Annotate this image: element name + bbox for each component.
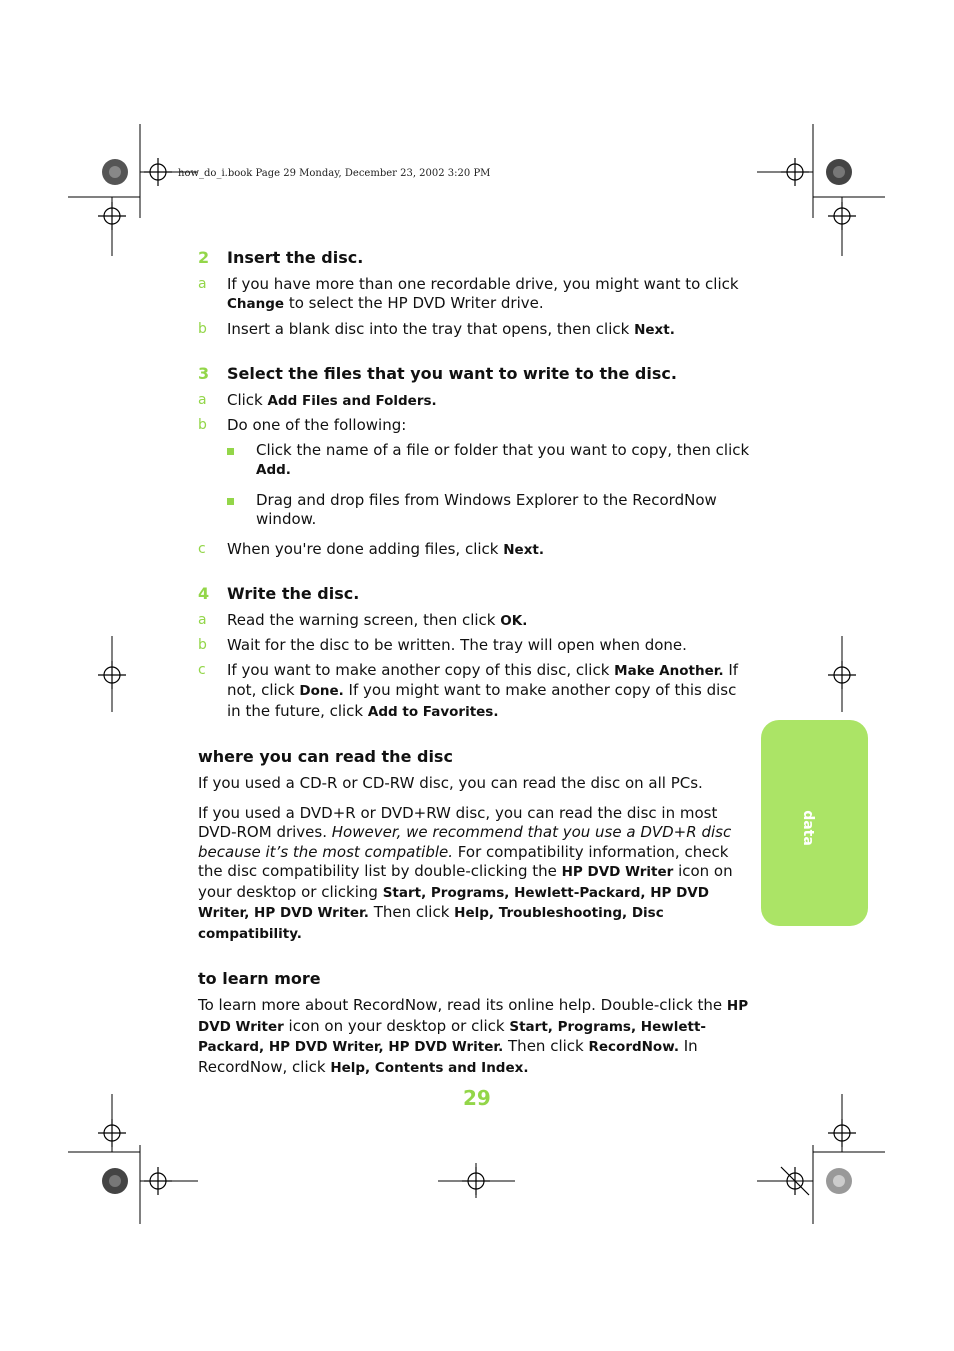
text: Insert a blank disc into the tray that opens, then click: [227, 319, 635, 338]
text: Click the name of a file or folder that you want to copy, then click: [256, 440, 750, 459]
emphasis: However, we recommend that you use a DVD+R disc because it’s the most compatible.: [198, 823, 732, 861]
step-heading: [198, 248, 754, 269]
step-4: [198, 584, 754, 722]
text: If you might want to make another copy of this disc in the future, click: [227, 681, 737, 720]
substep-letter: a: [198, 611, 207, 628]
text: Then click: [368, 903, 455, 921]
text: If not, click: [227, 660, 739, 699]
text: Click: [227, 390, 268, 409]
page-content: [198, 248, 754, 1102]
substep: [198, 391, 754, 412]
step-number: 4: [198, 584, 210, 603]
section-heading: where you can read the disc: [198, 747, 453, 766]
step-title: Insert the disc.: [227, 248, 364, 267]
ui-label: OK.: [500, 612, 528, 629]
bullet-square-icon: [227, 498, 234, 505]
bullet-square-icon: [227, 448, 234, 455]
paragraph: If you used a CD-R or CD-RW disc, you can read the disc on all PCs.: [198, 774, 703, 792]
step-heading: [198, 364, 754, 385]
ui-label: RecordNow.: [588, 1039, 679, 1055]
substep-letter: b: [198, 637, 207, 653]
step-3: [198, 364, 754, 560]
text: In RecordNow, click: [198, 1037, 698, 1076]
step-heading: [198, 584, 754, 605]
text: to select the HP DVD Writer drive.: [284, 294, 544, 312]
text: To learn more about RecordNow, read its online help. Double-click the: [198, 996, 727, 1014]
header-file-info: how_do_i.book Page 29 Monday, December 23, 2002 3:20 PM: [178, 168, 491, 179]
ui-label: Help, Contents and Index.: [330, 1059, 529, 1076]
substep: [198, 661, 754, 723]
step-number: 3: [198, 364, 210, 383]
ui-label: HP DVD Writer: [561, 864, 674, 880]
substep-letter: c: [198, 540, 206, 557]
ui-label: Add to Favorites.: [367, 703, 499, 720]
side-tab-label: data: [799, 810, 816, 846]
step-2: [198, 248, 754, 340]
text: icon on your desktop or clicking: [198, 862, 733, 901]
paragraph: [198, 996, 754, 1078]
substep: [198, 275, 754, 315]
ui-label: Change: [227, 296, 285, 312]
step-title: Select the files that you want to write to the disc.: [227, 364, 677, 383]
text: Wait for the disc to be written. The tray will open when done.: [227, 636, 687, 654]
substep-letter: a: [198, 391, 207, 408]
ui-label: Make Another.: [614, 662, 724, 679]
learn-section: [198, 968, 754, 1078]
substep: [198, 636, 754, 656]
substep-letter: b: [198, 320, 207, 337]
step-number: 2: [198, 248, 210, 267]
substep: [198, 416, 754, 436]
ui-label: Add.: [256, 462, 291, 478]
ui-label: Help, Troubleshooting, Disc compatibility.: [198, 905, 664, 942]
section-heading: to learn more: [198, 969, 321, 988]
ui-label: Next.: [634, 321, 675, 338]
text: icon on your desktop or click: [283, 1016, 510, 1035]
text: Drag and drop files from Windows Explorer to the RecordNow window.: [256, 490, 717, 528]
substep: [198, 540, 754, 561]
text: If you used a DVD+R or DVD+RW disc, you can read the disc in most DVD-ROM drives.: [198, 803, 718, 841]
bullet-item: [198, 491, 754, 530]
text: When you're done adding files, click: [227, 539, 504, 558]
bullet-item: [198, 441, 754, 481]
substep-letter: b: [198, 417, 207, 433]
substep: [198, 611, 754, 632]
text: Then click: [503, 1037, 589, 1055]
substep: [198, 320, 754, 341]
ui-label: Add Files and Folders.: [267, 392, 437, 409]
ui-label: Done.: [299, 683, 344, 699]
ui-label: Start, Programs, Hewlett-Packard, HP DVD Writer, HP DVD Writer.: [198, 884, 709, 921]
ui-label: HP DVD Writer: [198, 998, 749, 1035]
text: If you want to make another copy of this disc, click: [227, 660, 615, 679]
substep-letter: a: [198, 275, 207, 292]
text: Do one of the following:: [227, 416, 407, 434]
ui-label: Next.: [503, 541, 544, 558]
text: For compatibility information, check the disc compatibility list by double-clicking the: [198, 842, 729, 880]
where-section: [198, 746, 754, 944]
text: If you have more than one recordable drive, you might want to click: [227, 274, 739, 293]
text: Read the warning screen, then click: [227, 610, 501, 629]
substep-letter: c: [198, 661, 206, 678]
ui-label: Start, Programs, Hewlett-Packard, HP DVD Writer, HP DVD Writer.: [198, 1018, 707, 1055]
step-title: Write the disc.: [227, 584, 360, 603]
page-number: 29: [463, 1086, 491, 1110]
paragraph: [198, 804, 754, 945]
